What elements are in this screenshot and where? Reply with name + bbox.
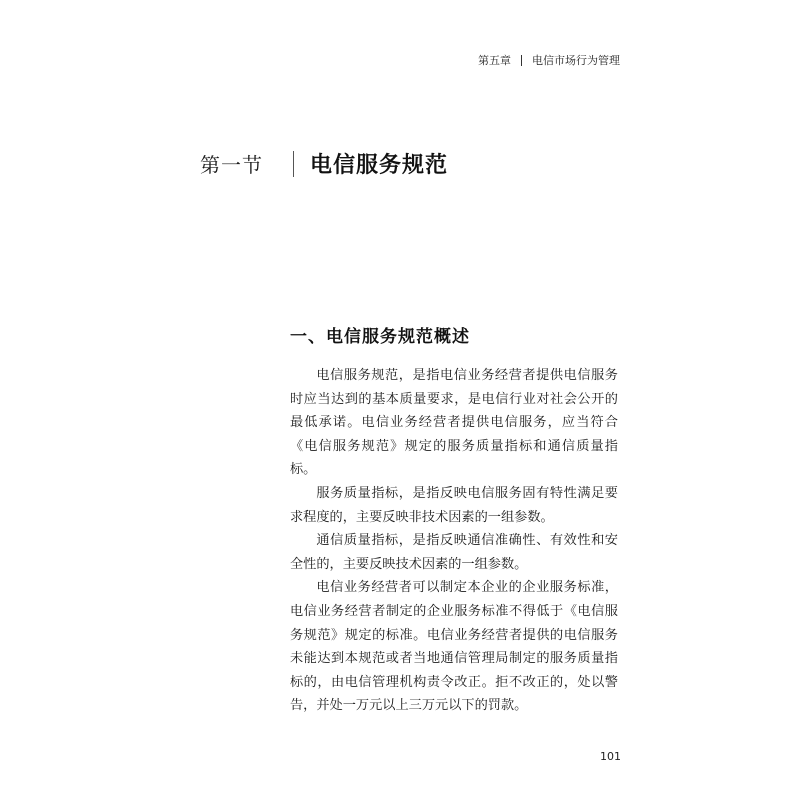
body-text <box>290 364 618 718</box>
page-number: 101 <box>600 750 621 763</box>
chapter-number: 第五章 <box>478 54 511 67</box>
paragraph: 服务质量指标，是指反映电信服务固有特性满足要求程度的，主要反映非技术因素的一组参数。 <box>290 485 618 525</box>
chapter-title: 电信市场行为管理 <box>532 54 620 67</box>
subsection-title: 一、电信服务规范概述 <box>290 327 470 347</box>
paragraph: 电信业务经营者可以制定本企业的企业服务标准，电信业务经营者制定的企业服务标准不得低于《电信服务规范》规定的标准。电信业务经营者提供的电信服务未能达到本规范或者当地通信管理局制定的服务质量指标的，由电信管理机构责令改正。拒不改正的，处以警告，并处一万元以上三万元以下的罚款。 <box>290 580 618 714</box>
section-heading <box>200 148 448 179</box>
section-divider <box>293 151 294 177</box>
paragraph: 电信服务规范，是指电信业务经营者提供电信服务时应当达到的基本质量要求，是电信行业对社会公开的最低承诺。电信业务经营者提供电信服务，应当符合《电信服务规范》规定的服务质量指标和通信质量指标。 <box>290 368 618 478</box>
running-head <box>478 52 620 68</box>
running-head-divider <box>521 55 522 66</box>
section-number: 第一节 <box>200 153 263 177</box>
section-title: 电信服务规范 <box>310 153 449 178</box>
paragraph: 通信质量指标，是指反映通信准确性、有效性和安全性的，主要反映技术因素的一组参数。 <box>290 533 618 572</box>
